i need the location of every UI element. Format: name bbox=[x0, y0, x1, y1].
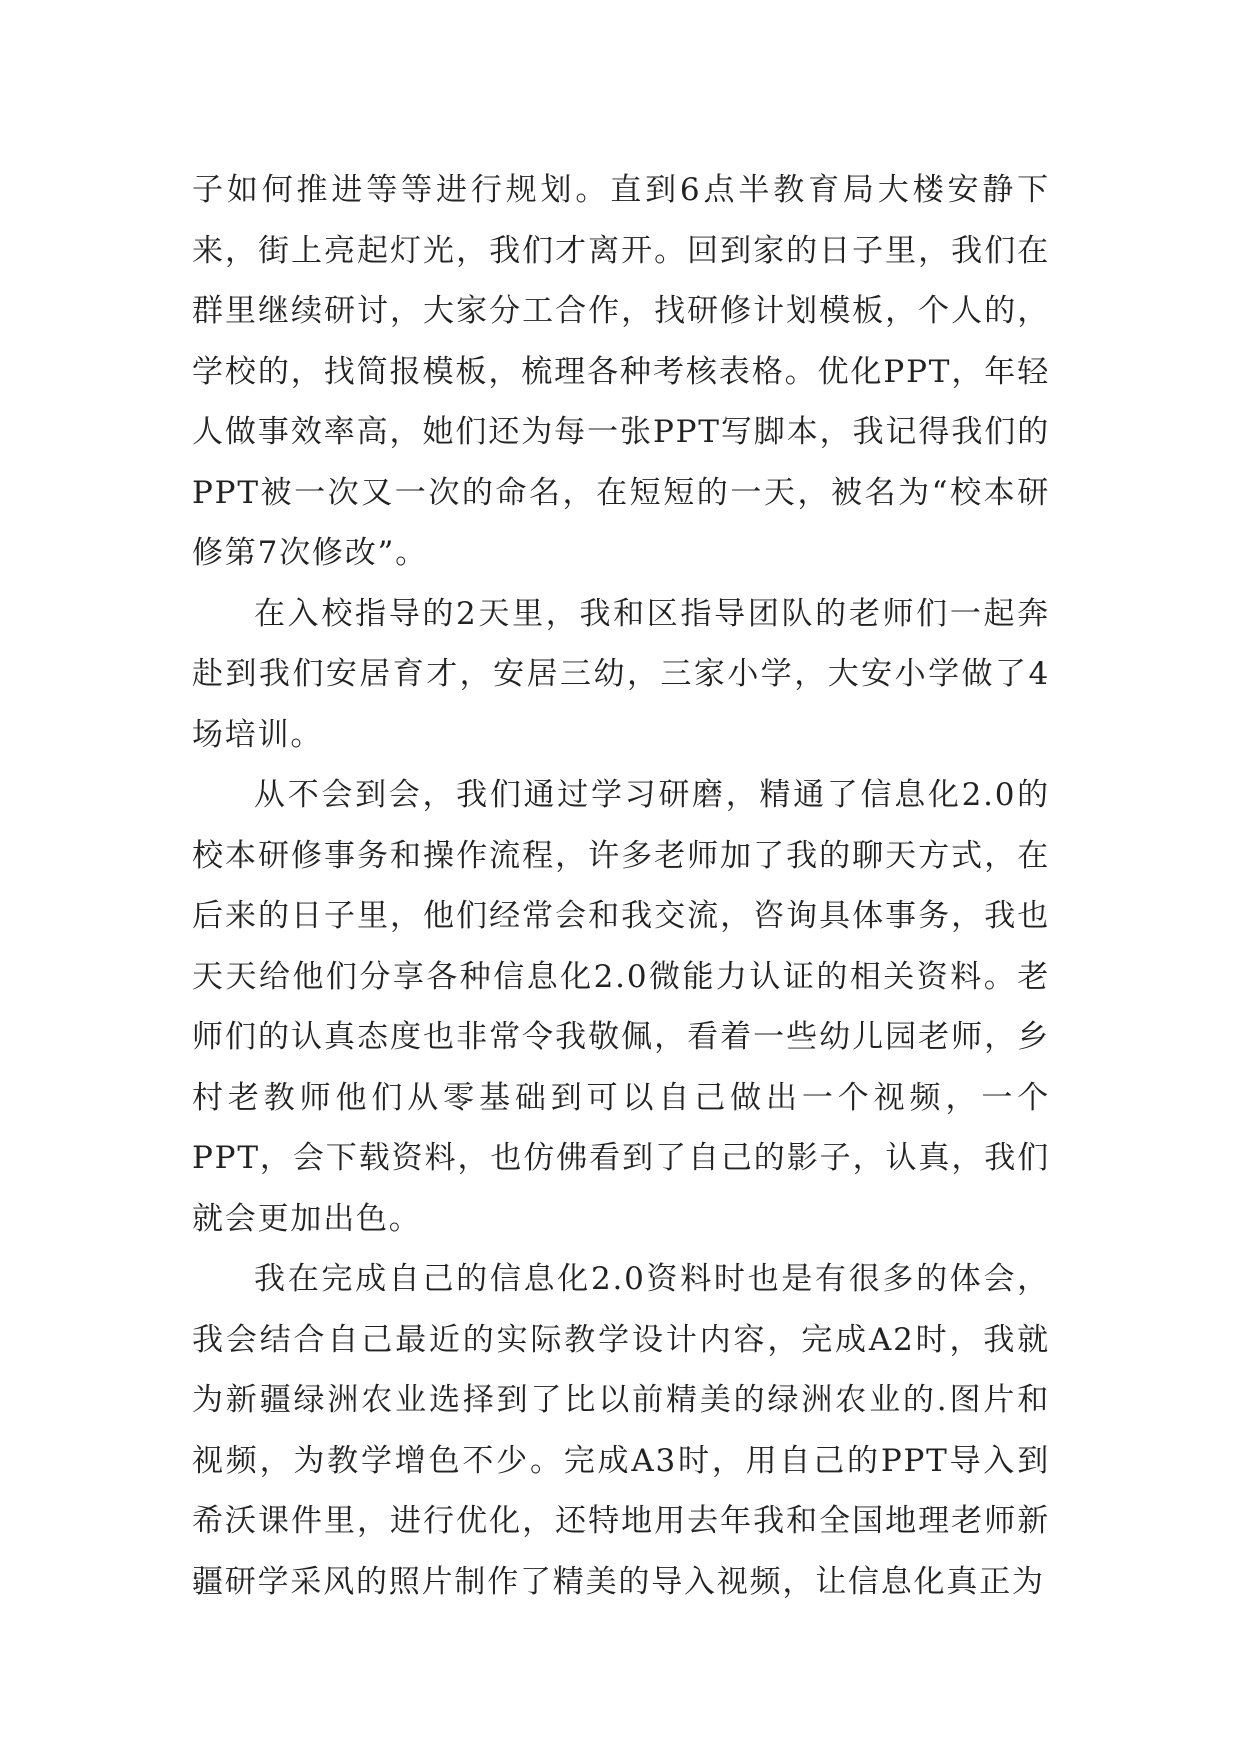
paragraph-1: 子如何推进等等进行规划。直到6点半教育局大楼安静下来，街上亮起灯光，我们才离开。回到家的日子里，我们在群里继续研讨，大家分工合作，找研修计划模板，个人的，学校的，找简报模板，梳理各种考核表格。优化PPT，年轻人做事效率高，她们还为每一张PPT写脚本，我记得我们的PPT被一次又一次的命名，在短短的一天，被名为“校本研修第7次修改”。 bbox=[192, 172, 1050, 571]
document-page bbox=[192, 160, 1050, 1612]
paragraph-4: 我在完成自己的信息化2.0资料时也是有很多的体会，我会结合自己最近的实际教学设计内容，完成A2时，我就为新疆绿洲农业选择到了比以前精美的绿洲农业的.图片和视频，为教学增色不少。完成A3时，用自己的PPT导入到希沃课件里，进行优化，还特地用去年我和全国地理老师新疆研学采风的照片制作了精美的导入视频，让信息化真正为 bbox=[192, 1261, 1050, 1600]
paragraph-3: 从不会到会，我们通过学习研磨，精通了信息化2.0的校本研修事务和操作流程，许多老师加了我的聊天方式，在后来的日子里，他们经常会和我交流，咨询具体事务，我也天天给他们分享各种信息化2.0微能力认证的相关资料。老师们的认真态度也非常令我敬佩，看着一些幼儿园老师，乡村老教师他们从零基础到可以自己做出一个视频，一个PPT，会下载资料，也仿佛看到了自己的影子，认真，我们就会更加出色。 bbox=[192, 777, 1050, 1237]
paragraph-2: 在入校指导的2天里，我和区指导团队的老师们一起奔赴到我们安居育才，安居三幼，三家小学，大安小学做了4场培训。 bbox=[192, 595, 1050, 753]
